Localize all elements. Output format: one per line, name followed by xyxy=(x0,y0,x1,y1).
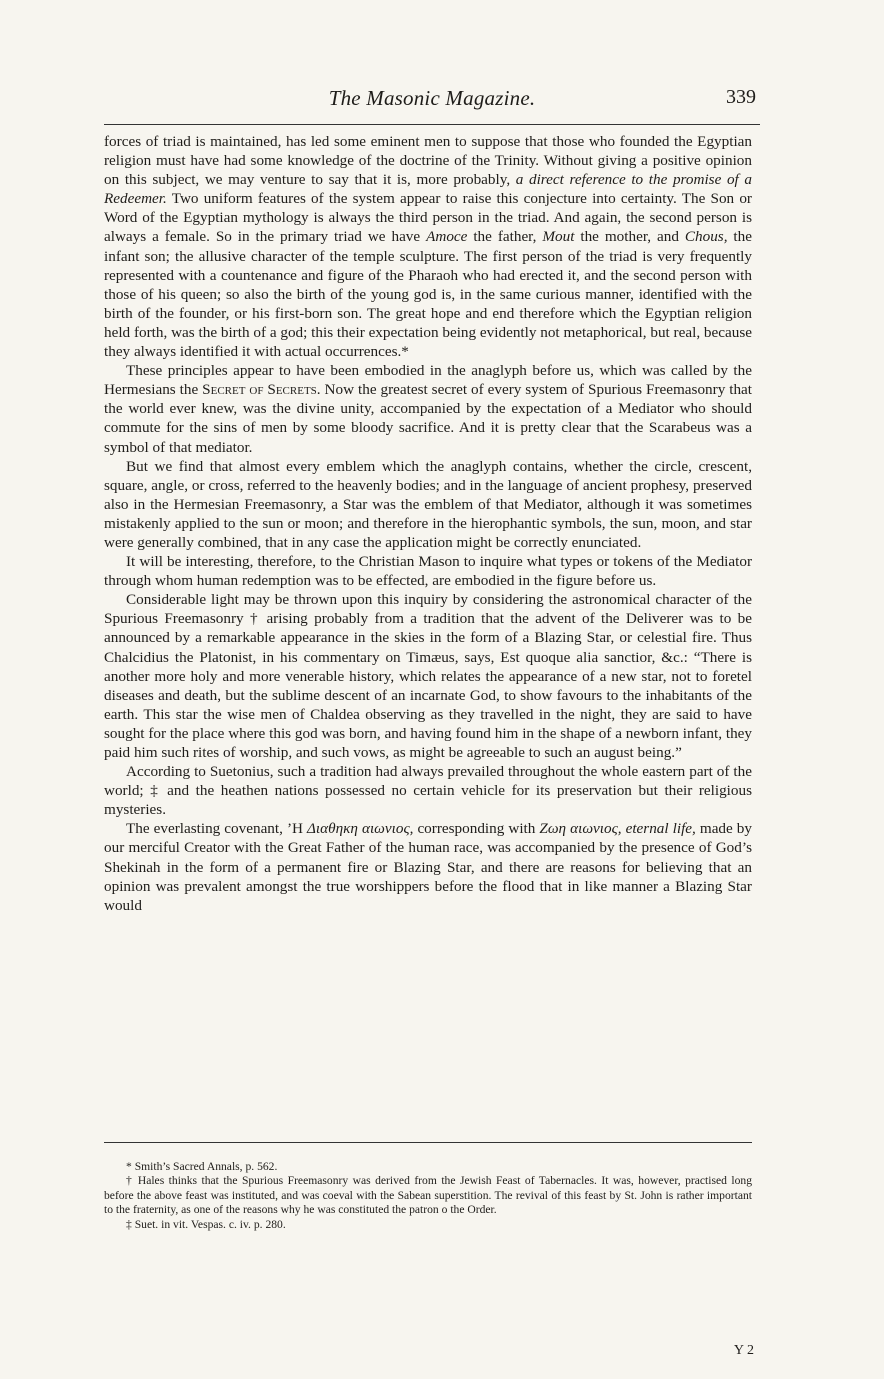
footnote-rule xyxy=(104,1142,752,1143)
text-segment: the mother, and xyxy=(574,228,685,246)
footnote: ‡ Suet. in vit. Vespas. c. iv. p. 280. xyxy=(126,1217,286,1231)
text-segment: Ζωη αιωνιος, eternal life, xyxy=(539,820,696,838)
text-segment: Διαθηκη αιωνιος, xyxy=(307,820,414,838)
text-segment: Amoce xyxy=(426,228,468,246)
text-segment: the infant son; the allusive character of the temple sculpture. The first person of the triad is very frequently represented with a countenance and figure of the Pharaoh who had erected it, and the second person with those of his queen; so also the birth of the young god is, in the same curious manner, identified with the birth of the founder, or his first-born son. The great hope and end therefore which the Egyptian religion held forth, was the birth of a god; this their expectation being evidently not metaphorical, but real, because they always identified it with actual occurrences.* xyxy=(104,228,752,361)
footnote: * Smith’s Sacred Annals, p. 562. xyxy=(126,1160,278,1173)
footnote: † Hales thinks that the Spurious Freemasonry was derived from the Jewish Feast of Tabernacles. It was, however, practised long before the above feast was instituted, and was coeval with the Sabean superstition. The revival of this feast by St. John is rather important to the fraternity, as one of the reasons why he was constituted the patron o the Order. xyxy=(104,1174,752,1217)
text-segment: Chous, xyxy=(684,228,728,246)
running-title: The Masonic Magazine. xyxy=(328,86,536,110)
text-segment: These principles appear to have been embodied in the anaglyph before us, which was called by the Hermesians the xyxy=(104,362,752,399)
header-rule xyxy=(104,124,760,125)
body-paragraph xyxy=(104,457,752,552)
text-segment: the father, xyxy=(467,228,543,246)
text-segment: Secret of Secrets. xyxy=(202,381,321,399)
text-segment: a direct reference to the promise of a Redeemer. xyxy=(104,171,752,208)
body-paragraph xyxy=(104,552,752,590)
page-header xyxy=(104,86,760,120)
text-segment: made by our merciful Creator with the Great Father of the human race, was accompanied by the presence of God’s Shekinah in the form of a permanent fire or Blazing Star, and there are reasons for believing that an opinion was prevalent amongst the true worshippers before the flood that in like manner a Blazing Star would xyxy=(104,820,752,914)
text-segment: According to Suetonius, such a tradition had always prevailed throughout the whole eastern part of the world; ‡ and the heathen nations possessed no certain vehicle for its preservation but their religious mysteries. xyxy=(104,763,752,819)
body-paragraph xyxy=(104,590,752,762)
body-paragraph xyxy=(104,361,752,456)
body-paragraph xyxy=(104,132,752,361)
body-paragraph xyxy=(104,819,752,914)
text-segment: It will be interesting, therefore, to the Christian Mason to inquire what types or tokens of the Mediator through whom human redemption was to be effected, are embodied in the figure before us. xyxy=(104,553,752,590)
text-segment: Two uniform features of the system appear to raise this conjecture into certainty. The Son or Word of the Egyptian mythology is always the third person in the triad. And again, the second person is always a female. So in the primary triad we have xyxy=(104,190,752,246)
text-segment: Now the greatest secret of every system of Spurious Freemasonry that the world ever knew, was the divine unity, accompanied by the expectation of a Mediator who should commute for the sins of men by some bloody sacrifice. And it is pretty clear that the Scarabeus was a symbol of that mediator. xyxy=(104,381,753,456)
page-number: 339 xyxy=(726,86,756,108)
body-paragraph xyxy=(104,762,752,819)
article-body xyxy=(104,132,752,915)
text-segment: Considerable light may be thrown upon this inquiry by considering the astronomical character of the Spurious Freemasonry † arising probably from a tradition that the advent of the Deliverer was to be announced by a remarkable appearance in the skies in the form of a Blazing Star, or celestial fire. Thus Chalcidius the Platonist, in his commentary on Timæus, says, Est quoque alia sanctior, &c.: “There is another more holy and more venerable history, which relates the appearance of a new star, not to foretel diseases and death, but the sublime descent of an incarnate God, to show favours to the inhabitants of the earth. This star the wise men of Chaldea observing as they travelled in the night, they are said to have sought for the place where this god was born, and having found him in the shape of a newborn infant, they paid him such rites of worship, and such vows, as might be agreeable to such an august being.” xyxy=(104,591,752,761)
text-segment: corresponding with xyxy=(413,820,540,838)
footnotes xyxy=(104,1160,752,1232)
text-segment: The everlasting covenant, ’Η xyxy=(126,820,308,838)
printer-signature: Y 2 xyxy=(733,1343,754,1358)
text-segment: But we find that almost every emblem which the anaglyph contains, whether the circle, crescent, square, angle, or cross, referred to the heavenly bodies; and in the language of ancient prophesy, preserved also in the Hermesian Freemasonry, a Star was the emblem of that Mediator, although it was sometimes mistakenly applied to the sun or moon; and therefore in the hierophantic symbols, the sun, moon, and star were generally combined, that in any case the application might be correctly enunciated. xyxy=(104,457,752,551)
text-segment: Mout xyxy=(542,228,575,246)
text-segment: forces of triad is maintained, has led some eminent men to suppose that those who founded the Egyptian religion must have had some knowledge of the doctrine of the Trinity. Without giving a positive opinion on this subject, we may venture to say that it is, more probably, xyxy=(104,133,752,189)
